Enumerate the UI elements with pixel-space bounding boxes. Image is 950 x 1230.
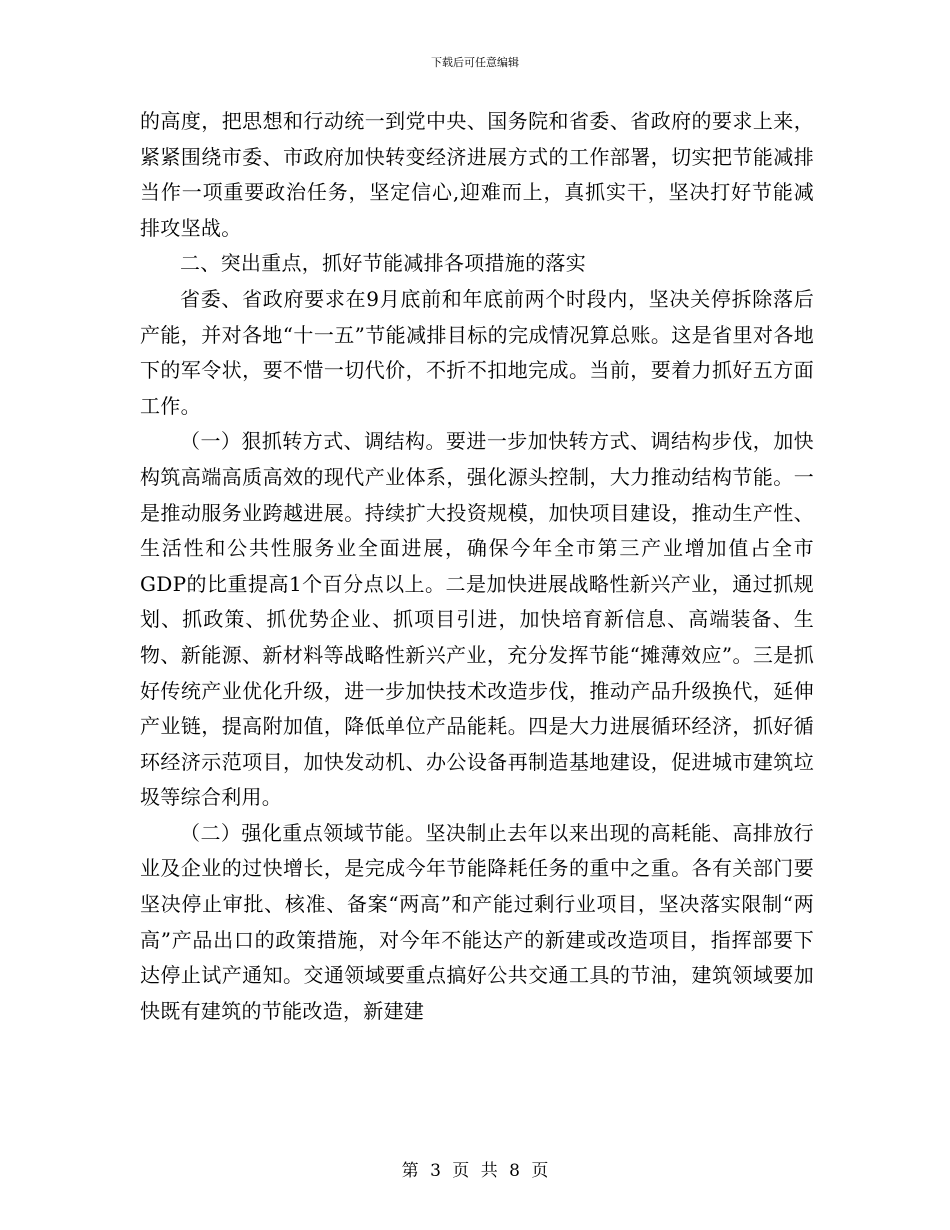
page-header-note: 下载后可任意编辑 xyxy=(431,56,519,69)
paragraph-continuation: 的高度，把思想和行动统一到党中央、国务院和省委、省政府的要求上来，紧紧围绕市委、市政府加快转变经济进展方式的工作部署，切实把节能减排当作一项重要政治任务，坚定信心,迎难而上，真抓实干，坚决打好节能减排攻坚战。 xyxy=(140,109,814,240)
paragraph-item-two: （二）强化重点领域节能。坚决制止去年以来出现的高耗能、高排放行业及企业的过快增长，是完成今年节能降耗任务的重中之重。各有关部门要坚决停止审批、核准、备案“两高”和产能过剩行业项目，坚决落实限制“两高”产品出口的政策措施，对今年不能达产的新建或改造项目，指挥部要下达停止试产通知。交通领域要重点搞好公共交通工具的节油，建筑领域要加快既有建筑的节能改造，新建建 xyxy=(140,820,814,1023)
page-number: 第 3 页 共 8 页 xyxy=(401,1161,549,1181)
paragraph-intro: 省委、省政府要求在9月底前和年底前两个时段内，坚决关停拆除落后产能，并对各地“十一五”节能减排目标的完成情况算总账。这是省里对各地下的军令状，要不惜一切代价，不折不扣地完成。当前，要着力抓好五方面工作。 xyxy=(140,286,814,418)
paragraph-item-one: （一）狠抓转方式、调结构。要进一步加快转方式、调结构步伐，加快构筑高端高质高效的现代产业体系，强化源头控制，大力推动结构节能。一是推动服务业跨越进展。持续扩大投资规模，加快项目建设，推动生产性、生活性和公共性服务业全面进展，确保今年全市第三产业增加值占全市GDP的比重提高1个百分点以上。二是加快进展战略性新兴产业，通过抓规划、抓政策、抓优势企业、抓项目引进，加快培育新信息、高端装备、生物、新能源、新材料等战略性新兴产业，充分发挥节能“摊薄效应”。三是抓好传统产业优化升级，进一步加快技术改造步伐，推动产品升级换代，延伸产业链，提高附加值，降低单位产品能耗。四是大力进展循环经济，抓好循环经济示范项目，加快发动机、办公设备再制造基地建设，促进城市建筑垃圾等综合利用。 xyxy=(140,429,814,810)
document-body xyxy=(140,104,814,1029)
section-heading: 二、突出重点，抓好节能减排各项措施的落实 xyxy=(180,251,586,276)
